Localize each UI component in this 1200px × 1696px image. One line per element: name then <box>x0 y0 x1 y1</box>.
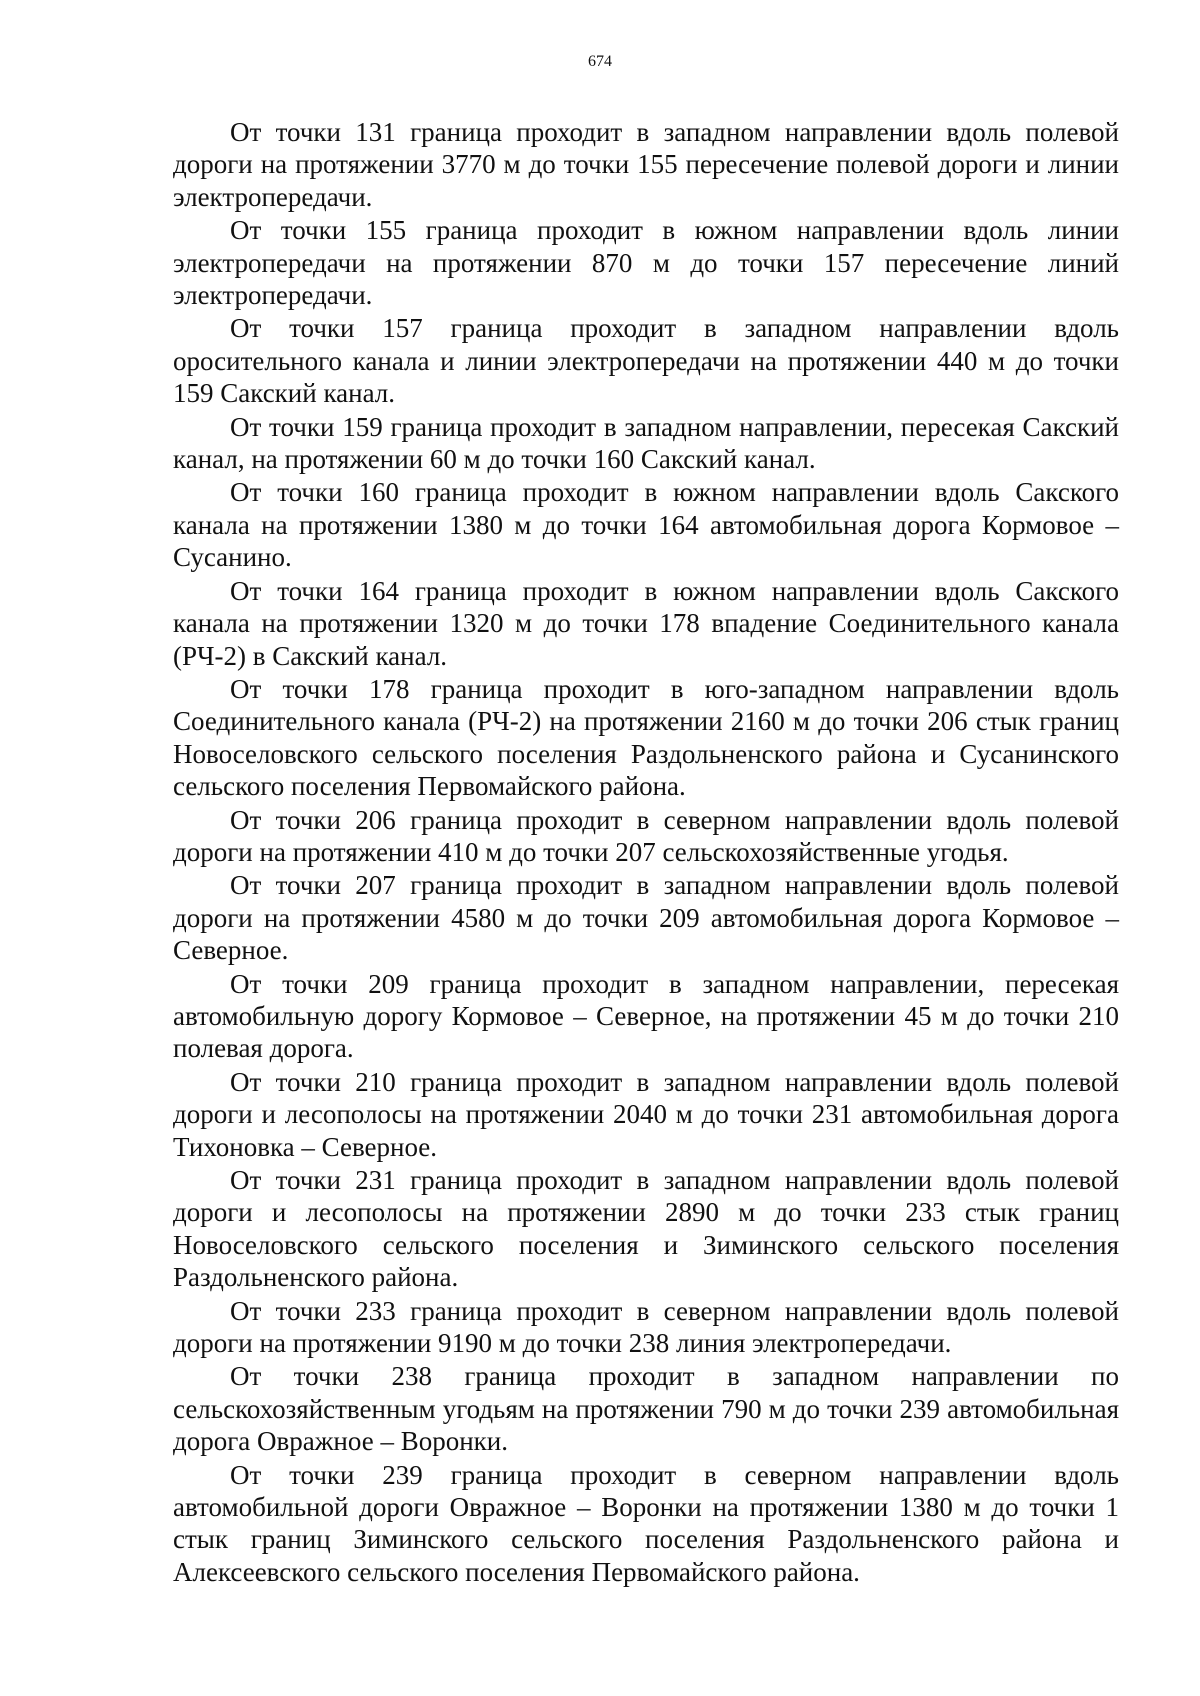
paragraph: От точки 231 граница проходит в западном направлении вдоль полевой дороги и лесополосы на протяжении 2890 м до точки 233 стык границ Новоселовского сельского поселения и Зиминского сельского поселения Раздольненского района. <box>173 1165 1119 1293</box>
paragraph: От точки 207 граница проходит в западном направлении вдоль полевой дороги на протяжении 4580 м до точки 209 автомобильная дорога Кормовое – Северное. <box>173 870 1119 966</box>
paragraph: От точки 164 граница проходит в южном направлении вдоль Сакского канала на протяжении 1320 м до точки 178 впадение Соединительного канала (РЧ-2) в Сакский канал. <box>173 575 1119 671</box>
paragraph: От точки 155 граница проходит в южном направлении вдоль линии электропередачи на протяжении 870 м до точки 157 пересечение линий электропередачи. <box>173 215 1119 311</box>
paragraph: От точки 233 граница проходит в северном направлении вдоль полевой дороги на протяжении 9190 м до точки 238 линия электропередачи. <box>173 1295 1119 1359</box>
document-body <box>173 116 1119 1589</box>
paragraph: От точки 178 граница проходит в юго-западном направлении вдоль Соединительного канала (РЧ-2) на протяжении 2160 м до точки 206 стык границ Новоселовского сельского поселения Раздольненского района и Сусанинского сельского поселения Первомайского района. <box>173 673 1119 802</box>
paragraph: От точки 206 граница проходит в северном направлении вдоль полевой дороги на протяжении 410 м до точки 207 сельскохозяйственные угодья. <box>173 804 1119 867</box>
paragraph: От точки 239 граница проходит в северном направлении вдоль автомобильной дороги Овражное – Воронки на протяжении 1380 м до точки 1 стык границ Зиминского сельского поселения Раздольненского района и Алексеевского сельского поселения Первомайского района. <box>173 1459 1119 1587</box>
paragraph: От точки 210 граница проходит в западном направлении вдоль полевой дороги и лесополосы на протяжении 2040 м до точки 231 автомобильная дорога Тихоновка – Северное. <box>173 1066 1119 1162</box>
paragraph: От точки 157 граница проходит в западном направлении вдоль оросительного канала и линии электропередачи на протяжении 440 м до точки 159 Сакский канал. <box>173 313 1119 409</box>
paragraph: От точки 238 граница проходит в западном направлении по сельскохозяйственным угодьям на протяжении 790 м до точки 239 автомобильная дорога Овражное – Воронки. <box>173 1361 1119 1457</box>
paragraph: От точки 209 граница проходит в западном направлении, пересекая автомобильную дорогу Кормовое – Северное, на протяжении 45 м до точки 210 полевая дорога. <box>173 968 1119 1064</box>
paragraph: От точки 160 граница проходит в южном направлении вдоль Сакского канала на протяжении 1380 м до точки 164 автомобильная дорога Кормовое – Сусанино. <box>173 477 1119 573</box>
paragraph: От точки 131 граница проходит в западном направлении вдоль полевой дороги на протяжении 3770 м до точки 155 пересечение полевой дороги и линии электропередачи. <box>173 117 1119 212</box>
paragraph: От точки 159 граница проходит в западном направлении, пересекая Сакский канал, на протяжении 60 м до точки 160 Сакский канал. <box>173 411 1119 475</box>
page-number: 674 <box>588 53 612 70</box>
